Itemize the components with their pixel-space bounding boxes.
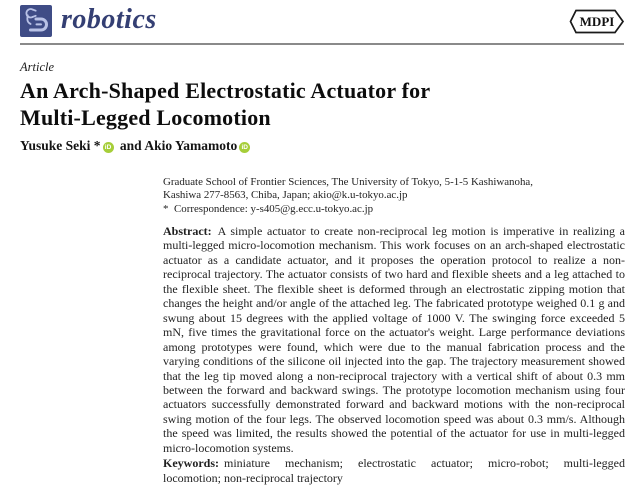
journal-logo (20, 5, 52, 37)
authors-line (20, 138, 253, 154)
journal-name: robotics (61, 4, 157, 35)
abstract-text: A simple actuator to create non-reciprocal leg motion is imperative in realizing a multi-legged micro-locomotion mechanism. This work focuses on an arch-shaped electrostatic actuator as a candidate actuator, and it proposes the operation protocol to realize a non-reciprocal trajectory. The actuator consists of two hard and flexible sheets and a leg attached to the flexible sheet. The flexible sheet is deformed through an electrostatic zipping motion that changes the height and/or angle of the attached leg. The fabricated prototype weighed 0.1 g and swung about 15 degrees with the applied voltage of 1000 V. The swinging force exceeded 5 mN, five times the gravitational force on the actuator's weight. Large performance deviations among prototypes were found, which were due to the manual fabrication process and the varying conditions of the silicone oil injected into the gap. The trajectory measurement showed that the leg tip moved along a non-reciprocal trajectory with a vertical shift of about 0.3 mm between the forward and backward swings. The prototype locomotion mechanism using four actuators successfully demonstrated forward and backward motions with the non-reciprocal swing motion of the four legs. The observed locomotion speed was about 0.3 mm/s. Although the speed was limited, the results showed the potential of the actuator for use in multi-legged micro-locomotion systems. (163, 224, 625, 455)
article-type-label: Article (20, 60, 55, 74)
robot-arm-icon (20, 24, 52, 41)
correspondence-text: Correspondence: y-s405@g.ecc.u-tokyo.ac.jp (174, 202, 374, 215)
author-second: Akio Yamamoto (144, 138, 238, 153)
abstract-label: Abstract: (163, 224, 212, 238)
orcid-icon[interactable]: iD (239, 142, 250, 153)
header-rule (20, 43, 624, 45)
affiliation-line-1: Graduate School of Frontier Sciences, The University of Tokyo, 5-1-5 Kashiwanoha, (163, 176, 533, 188)
title-line-1: An Arch-Shaped Electrostatic Actuator for (20, 78, 431, 103)
affiliation-line-2: Kashiwa 277-8563, Chiba, Japan; akio@k.u-tokyo.ac.jp (163, 189, 408, 202)
correspondence-marker: * (163, 202, 169, 215)
mdpi-logo (568, 8, 626, 35)
orcid-icon[interactable]: iD (103, 142, 114, 153)
author-first: Yusuke Seki * (20, 138, 101, 153)
title-line-2: Multi-Legged Locomotion (20, 105, 271, 130)
keywords-label: Keywords: (163, 456, 219, 470)
abstract (163, 224, 625, 455)
keywords (163, 456, 625, 486)
correspondence-line (163, 203, 625, 216)
authors-separator: and (119, 138, 142, 153)
mdpi-wordmark: MDPI (579, 14, 615, 29)
keywords-text: miniature mechanism; electrostatic actuator; micro-robot; multi-legged locomotion; non-reciprocal trajectory (163, 456, 625, 485)
affiliation-block (163, 176, 625, 216)
page-title (20, 77, 540, 131)
